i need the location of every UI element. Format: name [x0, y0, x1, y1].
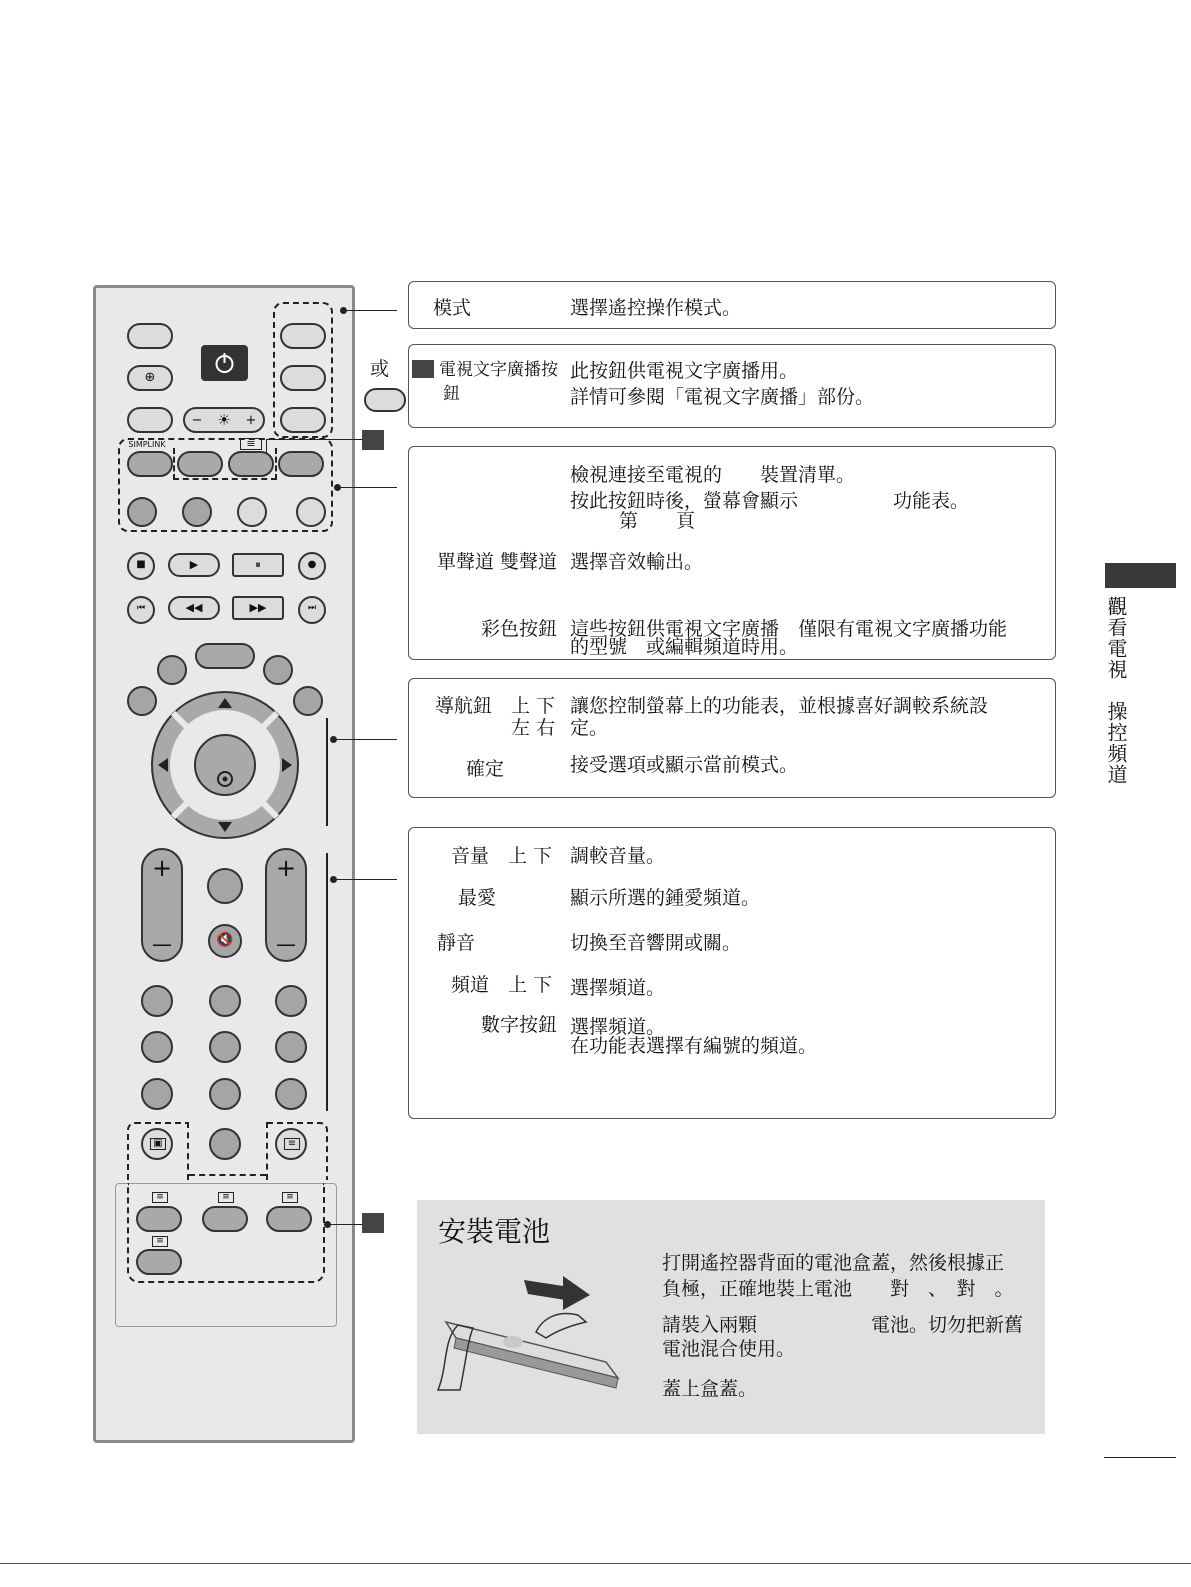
ch-label: 頻道 上 下: [450, 974, 552, 996]
skip-back-icon: ⏮: [136, 603, 146, 613]
favorite-button[interactable]: [207, 868, 243, 904]
mode-button-1[interactable]: [280, 323, 326, 349]
functions-info-box: [408, 446, 1056, 660]
rewind-button[interactable]: [168, 596, 220, 620]
number-button-4[interactable]: [141, 1031, 173, 1063]
mode-label: 模式: [433, 297, 472, 319]
page-rule: [1104, 1457, 1176, 1458]
teletext-index-button[interactable]: [141, 1128, 173, 1160]
audio-label: 單聲道 雙聲道: [436, 551, 557, 573]
callout-line-volume: [337, 879, 397, 880]
mode-button-2[interactable]: [280, 365, 326, 391]
volume-info-box: [408, 827, 1056, 1119]
teletext-label-1: 電視文字廣播按: [439, 360, 558, 380]
teletext-reveal-button[interactable]: [202, 1206, 248, 1232]
callout-line-teletext2: [331, 1224, 362, 1225]
hold-icon: ≡: [152, 1192, 168, 1203]
play-icon: ▶: [189, 558, 199, 571]
side-tab-marker: [1105, 563, 1176, 588]
battery-illustration: [428, 1270, 628, 1395]
callout-dot-functions: [334, 484, 341, 491]
reveal-icon: ≡: [218, 1192, 234, 1203]
teletext-size-button[interactable]: [136, 1249, 182, 1275]
function-button-4[interactable]: [278, 451, 324, 477]
nav-side-button-1[interactable]: [157, 655, 187, 685]
skip-forward-icon: ⏭: [307, 603, 317, 613]
color-desc-2: 的型號 或編輯頻道時用。: [570, 636, 799, 658]
nav-desc-2: 定。: [570, 717, 609, 739]
ch-desc: 選擇頻道。: [570, 977, 666, 999]
teletext-button[interactable]: [228, 451, 274, 477]
battery-step2-1: 請裝入兩顆 電池。切勿把新舊: [662, 1314, 1024, 1336]
mute-button[interactable]: [208, 924, 242, 958]
teletext-icon: ≡: [240, 438, 262, 450]
pause-button[interactable]: [232, 553, 284, 577]
record-icon: ●: [307, 559, 317, 570]
power-button[interactable]: [201, 345, 248, 381]
audio-desc: 選擇音效輸出。: [570, 551, 704, 573]
teletext-bottom-join: [189, 1174, 266, 1177]
brightness-button[interactable]: [183, 407, 265, 433]
teletext-marker-square-2: [362, 1213, 384, 1233]
side-tab-label: 觀看電視 操控頻道: [1104, 596, 1128, 785]
fast-forward-button[interactable]: [232, 596, 284, 620]
mode-desc: 選擇遙控操作模式。: [570, 297, 742, 319]
teletext-label-2: 鈕: [443, 384, 460, 404]
num-desc-2: 在功能表選擇有編號的頻道。: [570, 1035, 818, 1057]
play-button[interactable]: [168, 553, 220, 577]
volume-plus-icon: +: [151, 854, 173, 882]
simplink-desc: 檢視連接至電視的 裝置清單。: [570, 464, 856, 486]
number-button-9[interactable]: [275, 1078, 307, 1110]
menu-desc-2: 第 頁: [619, 510, 696, 532]
battery-step1-2: 負極，正確地裝上電池 對 、 對 。: [662, 1278, 1014, 1300]
stop-button[interactable]: [127, 552, 155, 580]
number-button-7[interactable]: [141, 1078, 173, 1110]
nav-side-button-2[interactable]: [263, 655, 293, 685]
teletext-desc-1: 此按鈕供電視文字廣播用。: [570, 360, 799, 382]
number-button-1[interactable]: [141, 985, 173, 1017]
ok-label: 確定: [466, 758, 505, 780]
mode-info-box: [408, 281, 1056, 329]
menu-desc-1: 按此按鈕時後，螢幕會顯示 功能表。: [570, 490, 970, 512]
channel-rocker[interactable]: [265, 848, 307, 962]
number-button-2[interactable]: [209, 985, 241, 1017]
simplink-button[interactable]: [127, 451, 173, 477]
pause-icon: ⏸: [255, 558, 261, 571]
navigation-info-box: [408, 678, 1056, 798]
number-button-0[interactable]: [209, 1128, 241, 1160]
number-button-3[interactable]: [275, 985, 307, 1017]
mode-button-lower[interactable]: [127, 407, 173, 433]
battery-title: 安裝電池: [438, 1215, 551, 1248]
size-icon: ≡: [152, 1236, 168, 1247]
color-label: 彩色按鈕: [480, 618, 557, 640]
navigation-pad[interactable]: [150, 690, 300, 840]
vol-label: 音量 上 下: [450, 845, 552, 867]
callout-dot-volume: [330, 876, 337, 883]
ok-desc: 接受選項或顯示當前模式。: [570, 754, 799, 776]
callout-line-functions: [341, 487, 397, 488]
mute-desc: 切換至音響開或關。: [570, 932, 742, 954]
number-button-5[interactable]: [209, 1031, 241, 1063]
battery-step1-1: 打開遙控器背面的電池盒蓋，然後根據正: [662, 1252, 1005, 1274]
teletext-hold-button[interactable]: [136, 1206, 182, 1232]
color-button-red[interactable]: [127, 497, 157, 527]
number-button-6[interactable]: [275, 1031, 307, 1063]
brightness-icon: ☀: [217, 411, 231, 429]
volume-minus-icon: —: [152, 932, 172, 956]
channel-plus-icon: +: [275, 854, 297, 882]
vol-desc: 調較音量。: [570, 845, 666, 867]
mode-button-3[interactable]: [280, 407, 326, 433]
brightness-plus: +: [245, 413, 257, 428]
menu-button[interactable]: [195, 643, 255, 669]
teletext-label-square: [412, 360, 434, 378]
callout-line-nav: [337, 739, 397, 740]
nav-desc-1: 讓您控制螢幕上的功能表，並根據喜好調較系統設: [570, 695, 989, 717]
teletext-index-icon: ▣: [150, 1138, 166, 1150]
teletext-marker-square: [362, 430, 384, 450]
update-icon: ≡: [282, 1192, 298, 1203]
power-icon: [201, 345, 248, 381]
mute-label: 靜音: [437, 932, 476, 954]
fast-forward-icon: ▶▶: [249, 601, 267, 614]
function-button-2[interactable]: [177, 451, 223, 477]
teletext-text-button[interactable]: [275, 1128, 307, 1160]
stop-icon: ■: [136, 559, 146, 570]
nav-label-2: 左 右: [510, 717, 555, 739]
rewind-icon: ◀◀: [185, 601, 203, 614]
callout-line-mode: [347, 310, 397, 311]
callout-dot-mode: [340, 307, 347, 314]
nav-label-1: 導航鈕 上 下: [434, 695, 555, 717]
simplink-label: SIMPLINK: [128, 440, 166, 449]
callout-dot-nav: [330, 736, 337, 743]
volume-rocker[interactable]: [141, 848, 183, 962]
color-button-yellow[interactable]: [237, 497, 267, 527]
input-button[interactable]: [127, 365, 173, 391]
fav-label: 最愛: [458, 887, 497, 909]
callout-dot-teletext2: [324, 1221, 331, 1228]
input-icon: ⊕: [144, 370, 156, 385]
bracket-nav: [326, 718, 328, 826]
teletext-update-button[interactable]: [266, 1206, 312, 1232]
number-button-8[interactable]: [209, 1078, 241, 1110]
brightness-minus: −: [191, 413, 203, 428]
color-desc-1: 這些按鈕供電視文字廣播 僅限有電視文字廣播功能: [570, 618, 1008, 640]
record-button[interactable]: [298, 552, 326, 580]
num-desc-1: 選擇頻道。: [570, 1016, 666, 1038]
teletext-button-alt[interactable]: [364, 388, 406, 412]
fav-desc: 顯示所選的鍾愛頻道。: [570, 887, 761, 909]
battery-step2-2: 電池混合使用。: [662, 1338, 796, 1360]
teletext-text-icon: ≡: [284, 1138, 300, 1150]
bracket-volume: [326, 853, 328, 1111]
color-button-blue[interactable]: [296, 497, 326, 527]
battery-step3: 蓋上盒蓋。: [662, 1378, 758, 1400]
channel-minus-icon: —: [276, 932, 296, 956]
bottom-rule: [0, 1563, 1191, 1564]
mode-button-left[interactable]: [127, 323, 173, 349]
or-label: 或: [370, 358, 390, 380]
mute-icon: 🔇: [216, 932, 234, 948]
teletext-info-box: [408, 344, 1056, 428]
skip-forward-button[interactable]: [298, 596, 326, 624]
skip-back-button[interactable]: [127, 596, 155, 624]
teletext-desc-2: 詳情可參閱「電視文字廣播」部份。: [570, 386, 875, 408]
num-label: 數字按鈕: [480, 1014, 557, 1036]
color-button-green[interactable]: [182, 497, 212, 527]
